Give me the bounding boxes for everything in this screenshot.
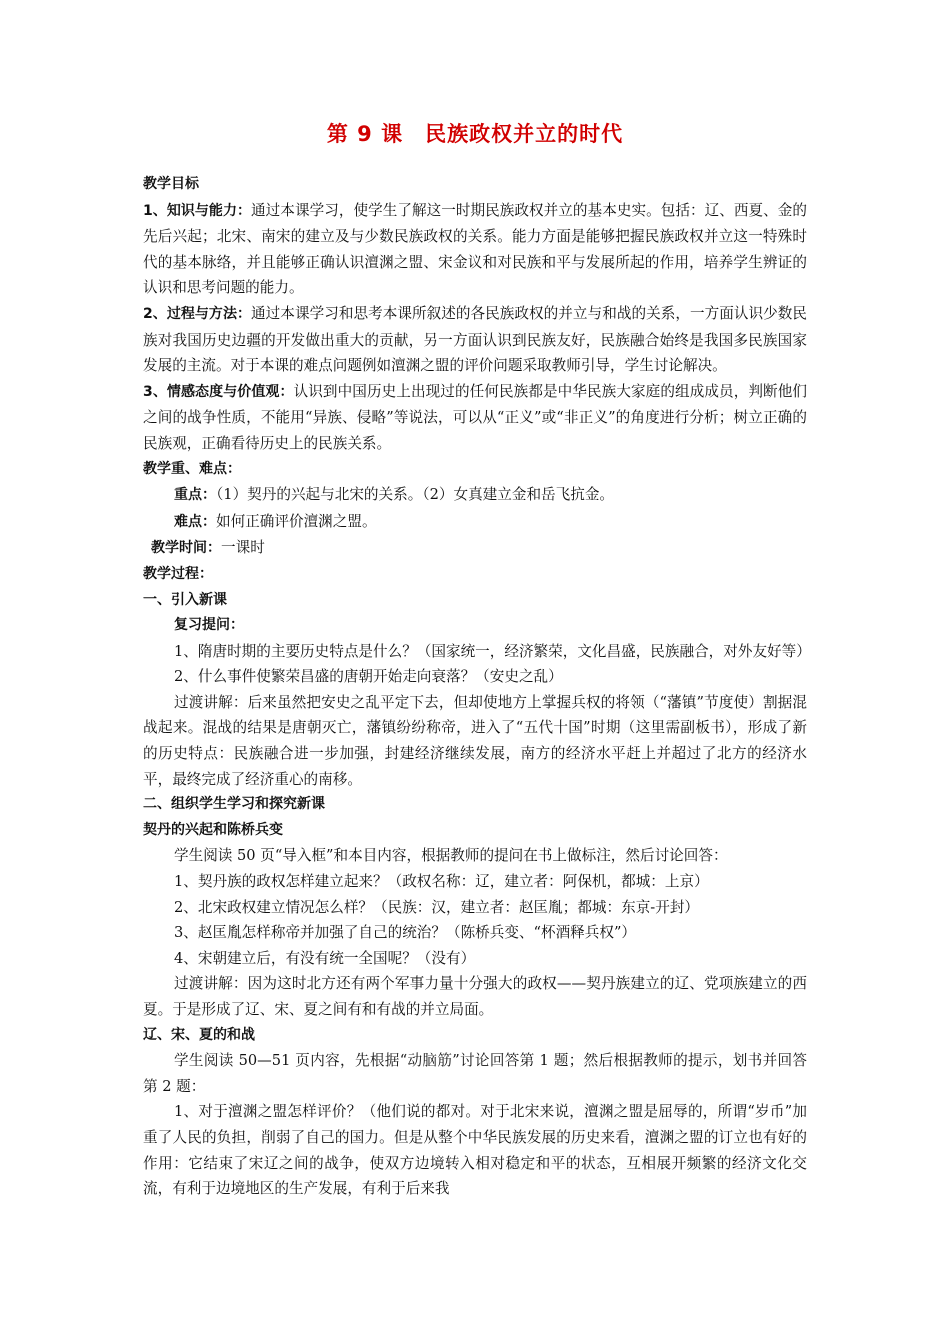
transition-paragraph-2: 过渡讲解：因为这时北方还有两个军事力量十分强大的政权——契丹族建立的辽、党项族建立的西夏。于是形成了辽、宋、夏之间有和有战的并立局面。 (143, 975, 807, 1018)
section-intro-heading: 一、引入新课 (143, 591, 227, 608)
review-label: 复习提问： (174, 617, 244, 634)
teaching-time (143, 535, 807, 562)
khitan-question-4: 4、宋朝建立后，有没有统一全国呢？（没有） (174, 949, 476, 967)
review-question-2: 2、什么事件使繁荣昌盛的唐朝开始走向衰落？（安史之乱） (174, 668, 563, 686)
objective-process (143, 301, 807, 379)
objective-process-label: 2、过程与方法： (143, 305, 252, 322)
section-new-lesson-heading: 二、组织学生学习和探究新课 (143, 796, 325, 813)
subsection-khitan-heading: 契丹的兴起和陈桥兵变 (143, 821, 283, 838)
document-page (143, 118, 811, 1202)
objective-knowledge (143, 198, 807, 301)
subsection-liao-song-xia-heading: 辽、宋、夏的和战 (143, 1026, 255, 1043)
chanyuan-question-1: 1、对于澶渊之盟怎样评价？（他们说的都对。对于北宋来说，澶渊之盟是屈辱的，所谓“岁币”加重了人民的负担，削弱了自己的国力。但是从整个中华民族发展的历史来看，澶渊之盟的订立也有好的作用：它结束了宋辽之间的战争，使双方边境转入相对稳定和平的状态，互相展开频繁的经济文化交流，有利于边境地区的生产发展，有利于后来我 (143, 1103, 807, 1198)
objective-process-text: 通过本课学习和思考本课所叙述的各民族政权的并立与和战的关系，一方面认识少数民族对我国历史边疆的开发做出重大的贡献，另一方面认识到民族友好，民族融合始终是我国多民族国家发展的主流。对于本课的难点问题例如澶渊之盟的评价问题采取教师引导，学生讨论解决。 (143, 304, 807, 375)
difficulty-label: 难点： (174, 513, 216, 530)
objectives-heading: 教学目标 (143, 176, 199, 192)
objective-values-text: 认识到中国历史上出现过的任何民族都是中华民族大家庭的组成成员，判断他们之间的战争性质，不能用“异族、侵略”等说法，可以从“正义”或“非正义”的角度进行分析；树立正确的民族观，正确看待历史上的民族关系。 (143, 382, 807, 452)
teaching-time-label: 教学时间： (151, 540, 221, 557)
key-point-label: 重点： (174, 487, 216, 504)
process-heading: 教学过程： (143, 565, 213, 582)
lesson-title: 第 9 课 民族政权并立的时代 (326, 122, 624, 146)
khitan-question-3: 3、赵匡胤怎样称帝并加强了自己的统治？（陈桥兵变、“杯酒释兵权”） (174, 924, 637, 942)
difficulty-text: 如何正确评价澶渊之盟。 (216, 512, 377, 530)
khitan-question-2: 2、北宋政权建立情况怎么样？（民族：汉，建立者：赵匡胤；都城：东京-开封） (174, 898, 700, 916)
reading-instruction-1: 学生阅读 50 页“导入框”和本目内容，根据教师的提问在书上做标注，然后讨论回答： (174, 847, 728, 865)
khitan-question-1: 1、契丹族的政权怎样建立起来？（政权名称：辽，建立者：阿保机，都城：上京） (174, 873, 709, 891)
objective-values-label: 3、情感态度与价值观： (143, 383, 294, 400)
objective-knowledge-text: 通过本课学习，使学生了解这一时期民族政权并立的基本史实。包括：辽、西夏、金的先后兴起；北宋、南宋的建立及与少数民族政权的关系。能力方面是能够把握民族政权并立这一特殊时代的基本脉络，并且能够正确认识澶渊之盟、宋金议和对民族和平与发展所起的作用，培养学生辨证的认识和思考问题的能力。 (143, 201, 807, 297)
objective-knowledge-label: 1、知识与能力： (143, 202, 252, 219)
keypoints-heading: 教学重、难点： (143, 460, 241, 477)
reading-instruction-2: 学生阅读 50—51 页内容，先根据“动脑筋”讨论回答第 1 题；然后根据教师的提示，划书并回答第 2 题： (143, 1052, 807, 1095)
key-point-text: （1）契丹的兴起与北宋的关系。（2）女真建立金和岳飞抗金。 (216, 486, 615, 504)
key-point (143, 482, 807, 509)
teaching-time-text: 一课时 (221, 539, 265, 557)
difficulty-point (143, 509, 807, 536)
review-question-1: 1、隋唐时期的主要历史特点是什么？（国家统一，经济繁荣，文化昌盛，民族融合，对外友好等） (174, 642, 811, 660)
objective-values (143, 379, 807, 457)
transition-paragraph-1: 过渡讲解：后来虽然把安史之乱平定下去，但却使地方上掌握兵权的将领（“藩镇”节度使）割据混战起来。混战的结果是唐朝灭亡，藩镇纷纷称帝，进入了“五代十国”时期（这里需副板书），形成了新的历史特点：民族融合进一步加强，封建经济继续发展，南方的经济水平赶上并超过了北方的经济水平，最终完成了经济重心的南移。 (143, 693, 807, 788)
